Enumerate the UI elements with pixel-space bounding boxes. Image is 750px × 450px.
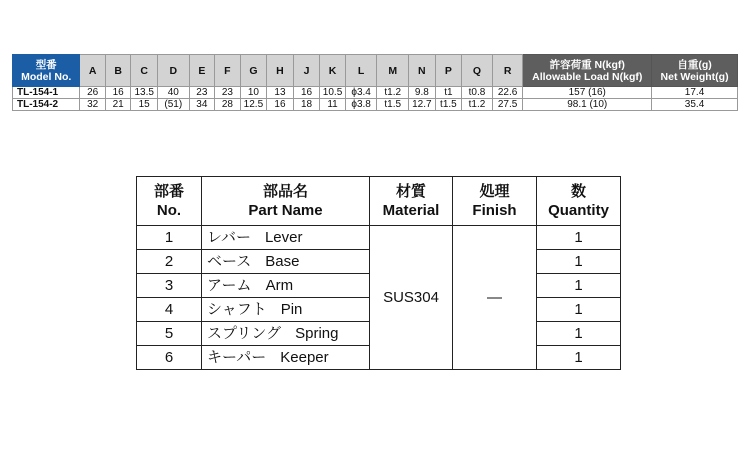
spec-header-weight-en: Net Weight(g) [660,70,729,83]
spec-header-col: M [377,55,409,87]
spec-header-col: B [105,55,131,87]
spec-header-weight [652,55,738,87]
parts-row [137,226,621,250]
spec-load-cell: 157 (16) [523,87,652,99]
part-qty-cell: 1 [537,346,621,370]
spec-value-cell: 10 [240,87,267,99]
spec-value-cell: t1.2 [377,87,409,99]
spec-value-cell: 27.5 [492,99,523,111]
spec-value-cell: 15 [131,99,158,111]
part-name-cell [202,298,370,322]
part-qty-cell: 1 [537,322,621,346]
part-no-cell: 6 [137,346,202,370]
part-name-en: Keeper [280,349,329,366]
part-name-cell [202,322,370,346]
spec-weight-cell: 35.4 [652,99,738,111]
part-name-jp: キーパー [207,349,267,366]
spec-value-cell: 10.5 [320,87,346,99]
spec-value-cell: 13 [267,87,294,99]
spec-model-cell: TL-154-2 [13,99,80,111]
spec-load-cell: 98.1 (10) [523,99,652,111]
spec-value-cell: 16 [293,87,320,99]
parts-header-row [137,177,621,226]
part-no-cell: 2 [137,250,202,274]
spec-value-cell: 23 [215,87,241,99]
part-name-jp: シャフト [207,301,267,318]
spec-value-cell: 40 [157,87,189,99]
part-name-en: Arm [265,277,294,294]
parts-header-finish-jp: 処理 [479,183,510,200]
part-no-cell: 1 [137,226,202,250]
spec-header-col: F [215,55,241,87]
parts-header-finish [453,177,537,226]
spec-header-weight-jp: 自重(g) [677,58,712,71]
spec-header-load [523,55,652,87]
spec-value-cell: t1.2 [462,99,493,111]
spec-value-cell: 23 [189,87,215,99]
spec-header-col: H [267,55,294,87]
spec-value-cell: 21 [105,99,131,111]
spec-value-cell: 34 [189,99,215,111]
part-qty-cell: 1 [537,226,621,250]
spec-table [12,54,738,111]
parts-header-name [202,177,370,226]
part-qty-cell: 1 [537,298,621,322]
part-no-cell: 4 [137,298,202,322]
spec-value-cell: t1.5 [435,99,462,111]
part-name-jp: レバー [207,229,251,246]
spec-row [13,99,738,111]
spec-header-col: N [409,55,436,87]
part-no-cell: 5 [137,322,202,346]
part-name-en: Spring [295,325,339,342]
part-name-cell [202,274,370,298]
part-no-cell: 3 [137,274,202,298]
part-name-en: Lever [264,229,303,246]
spec-header-col: R [492,55,523,87]
spec-value-cell: (51) [157,99,189,111]
spec-value-cell: t1 [435,87,462,99]
parts-header-name-en: Part Name [248,202,323,219]
spec-header-col: G [240,55,267,87]
part-name-en: Pin [280,301,303,318]
spec-value-cell: 26 [80,87,106,99]
spec-header-model-en: Model No. [21,70,72,83]
part-name-jp: スプリング [207,325,282,342]
spec-value-cell: t0.8 [462,87,493,99]
finish-cell: — [453,226,537,370]
spec-header-load-en: Allowable Load N(kgf) [532,70,643,83]
part-name-jp: アーム [207,277,252,294]
parts-header-qty-jp: 数 [570,183,586,200]
spec-header-col: C [131,55,158,87]
spec-value-cell: 16 [267,99,294,111]
spec-value-cell: 28 [215,99,241,111]
parts-header-qty [537,177,621,226]
spec-header-col: Q [462,55,493,87]
spec-header-col: P [435,55,462,87]
spec-value-cell: 13.5 [131,87,158,99]
part-name-cell [202,346,370,370]
spec-value-cell: 12.5 [240,99,267,111]
spec-value-cell: t1.5 [377,99,409,111]
spec-header-col: D [157,55,189,87]
parts-header-name-jp: 部品名 [262,183,308,200]
spec-value-cell: 9.8 [409,87,436,99]
spec-value-cell: 18 [293,99,320,111]
parts-header-material-jp: 材質 [395,183,426,200]
spec-value-cell: 32 [80,99,106,111]
spec-value-cell: 22.6 [492,87,523,99]
spec-header-col: J [293,55,320,87]
part-qty-cell: 1 [537,274,621,298]
part-name-cell [202,226,370,250]
parts-header-material [370,177,453,226]
part-name-cell [202,250,370,274]
spec-value-cell: ϕ3.8 [345,99,377,111]
spec-header-load-jp: 許容荷重 N(kgf) [549,58,625,71]
spec-header-col: K [320,55,346,87]
parts-header-no-jp: 部番 [153,183,184,200]
spec-header-col: A [80,55,106,87]
parts-header-material-en: Material [382,202,440,219]
parts-header-no-en: No. [156,202,182,219]
spec-header-model-jp: 型番 [35,58,57,71]
parts-header-no [137,177,202,226]
material-cell: SUS304 [370,226,453,370]
spec-model-cell: TL-154-1 [13,87,80,99]
parts-header-qty-en: Quantity [548,202,609,219]
spec-row [13,87,738,99]
parts-table [136,176,621,370]
spec-header-col: L [345,55,377,87]
part-name-en: Base [265,253,300,270]
spec-header-row [13,55,738,87]
spec-header-model [13,55,80,87]
part-name-jp: ベース [207,253,252,270]
parts-header-finish-en: Finish [472,202,517,219]
part-qty-cell: 1 [537,250,621,274]
spec-value-cell: 16 [105,87,131,99]
spec-header-col: E [189,55,215,87]
spec-value-cell: 11 [320,99,346,111]
spec-value-cell: 12.7 [409,99,436,111]
spec-value-cell: ϕ3.4 [345,87,377,99]
spec-weight-cell: 17.4 [652,87,738,99]
